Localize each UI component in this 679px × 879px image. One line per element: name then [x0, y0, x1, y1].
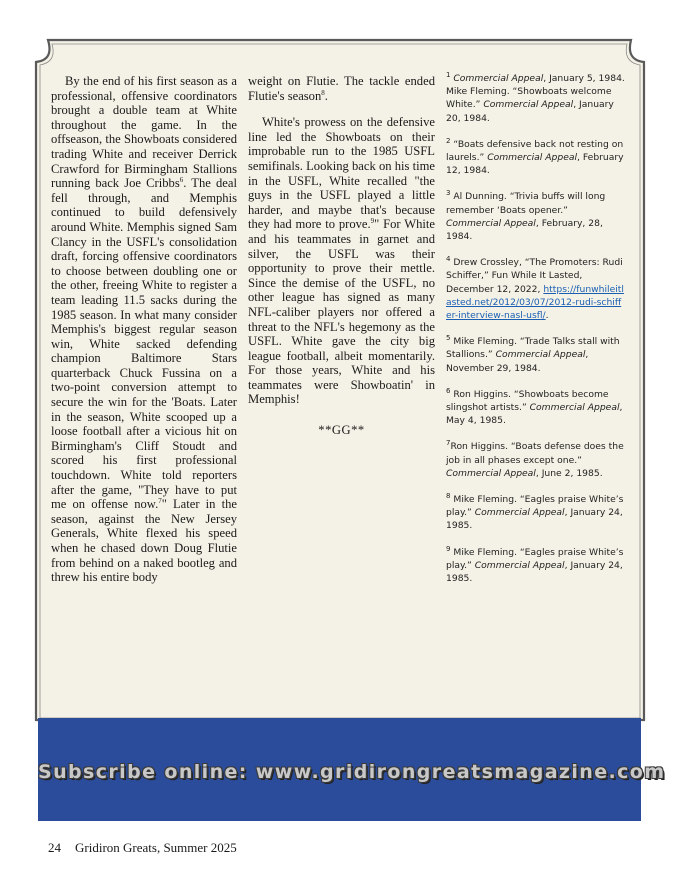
footnote-text: Mike Fleming. “Trade Talks stall with Stallions.” [446, 336, 620, 361]
footnote-ref: 6 [179, 175, 184, 184]
article-paragraph [51, 74, 237, 585]
footnote-text: , January 24, 1985. [446, 559, 623, 585]
footnote-source: Commercial Appeal [487, 152, 578, 164]
page-footer [48, 840, 237, 856]
footnote-2 [446, 138, 626, 178]
footnote-number: 8 [446, 492, 451, 501]
publication-name: Gridiron Greats, Summer 2025 [75, 840, 237, 855]
footnote-text: , February 12, 1984. [446, 152, 624, 177]
footnote-text: , January 5, 1984. Mike Fleming. “Showboats welcome White.” [446, 73, 625, 111]
footnote-text: Ron Higgins. “Showboats become slingshot artists.” [446, 388, 609, 414]
footnotes-column [446, 72, 626, 598]
article-text: . [324, 88, 328, 103]
footnote-number: 9 [446, 544, 451, 553]
footnote-ref: 7 [158, 497, 162, 506]
footnote-number: 5 [446, 334, 451, 343]
footnote-source: Commercial Appeal [446, 217, 536, 229]
footnote-text: Ron Higgins. “Boats defense does the job in all phases except one.” [446, 441, 624, 466]
footnote-text: , January 20, 1984. [446, 99, 614, 124]
footnote-text: Mike Fleming. “Eagles praise White’s play.” [446, 546, 624, 571]
article-text: " Later in the season, against the New Jersey Generals, White flexed his speed when he chased down Doug Flutie from behind on a naked bootleg and threw his entire body [51, 497, 237, 585]
footnote-source: Commercial Appeal [474, 559, 565, 571]
footnote-text: “Boats defensive back not resting on laurels.” [446, 138, 624, 164]
footnote-number: 4 [446, 255, 451, 264]
page-number: 24 [48, 840, 61, 855]
article-text: By the end of his first season as a professional, offensive coordinators brought a double team at White throughout the game. In the offseason, the Showboats considered trading White and receiver Derrick Crawford for Birmingham Stallions running back Joe Cribbs [51, 74, 237, 191]
footnote-number: 1 [446, 70, 451, 79]
article-paragraph [248, 74, 435, 103]
footnote-text: Mike Fleming. “Eagles praise White’s play.” [446, 494, 624, 519]
footnote-5 [446, 335, 626, 375]
footnote-source: Commercial Appeal [474, 507, 565, 519]
footnote-source: Commercial Appeal [453, 73, 544, 84]
footnote-ref: 9 [370, 217, 375, 226]
article-text: " For White and his teammates in garnet and silver, the USFL was their opportunity to prove their mettle. Since the demise of the USFL, no other league has signed as many NFL-caliber players nor offered a threat to the NFL's hegemony as the USFL. White gave the city big league football, albeit momentarily. For those years, White and his teammates were Showboatin' in Memphis! [248, 217, 435, 407]
subscribe-text[interactable]: Subscribe online: www.gridirongreatsmagazine.com [38, 761, 666, 783]
subscribe-banner [38, 718, 666, 821]
footnote-9 [446, 546, 626, 586]
end-mark: **GG** [318, 423, 365, 438]
footnote-number: 2 [446, 136, 451, 145]
footnote-source: Commercial Appeal [529, 402, 620, 414]
footnote-source: Commercial Appeal [483, 99, 574, 111]
footnote-source: Commercial Appeal [446, 467, 536, 479]
footnote-text: Drew Crossley, “The Promoters: Rudi Schiffer,” Fun While It Lasted, December 12, 2022, [446, 257, 623, 295]
footnote-7 [446, 440, 626, 480]
footnote-text: . [545, 310, 549, 322]
footnote-text: , February, 28, 1984. [446, 217, 603, 243]
article-column-2 [248, 74, 435, 438]
footnote-text: , November 29, 1984. [446, 349, 589, 374]
footnote-3 [446, 190, 626, 243]
footnote-number: 3 [446, 189, 451, 198]
article-column-1 [51, 74, 237, 585]
footnote-6 [446, 388, 626, 428]
footnote-link[interactable]: https://funwhileitlasted.net/2012/03/07/2012-rudi-schiffer-interview-nasl-usfl/ [446, 283, 624, 322]
footnote-text: , January 24, 1985. [446, 507, 623, 532]
footnote-number: 7 [446, 439, 451, 448]
footnote-text: , June 2, 1985. [535, 467, 603, 479]
footnote-number: 6 [446, 386, 451, 395]
footnote-8 [446, 493, 626, 533]
article-text: weight on Flutie. The tackle ended Flutie's season [248, 74, 435, 103]
footnote-ref: 8 [321, 88, 325, 97]
article-text: . The deal fell through, and Memphis continued to build defensively around White. Memphis signed Sam Clancy in the USFL's consolidation draft, forcing offensive coordinators to choose between doubling one or the other, freeing White to register a team leading 11.5 sacks during the 1985 season. In what many consider Memphis's biggest regular season win, White sacked defending champion Baltimore Stars quarterback Chuck Fussina on a two-point conversion attempt to secure the win for the 'Boats. Later in the season, White scooped up a loose football after a vicious hit on Birmingham's Cliff Stoudt and scored his first professional touchdown. White told reporters after the game, "They have to put me on offense now. [51, 176, 237, 512]
footnote-text: Al Dunning. “Trivia buffs will long remember ‘Boats opener.” [446, 191, 606, 216]
footnote-1 [446, 72, 626, 125]
article-paragraph [248, 115, 435, 407]
footnote-text: , May 4, 1985. [446, 402, 623, 427]
footnote-source: Commercial Appeal [495, 349, 586, 361]
article-text: White's prowess on the defensive line led the Showboats on their improbable run to the 1985 USFL semifinals. Looking back on his time in the USFL, White recalled "the guys in the USFL played a little harder, and maybe that's because they had more to prove. [248, 115, 435, 232]
footnote-4 [446, 256, 626, 322]
